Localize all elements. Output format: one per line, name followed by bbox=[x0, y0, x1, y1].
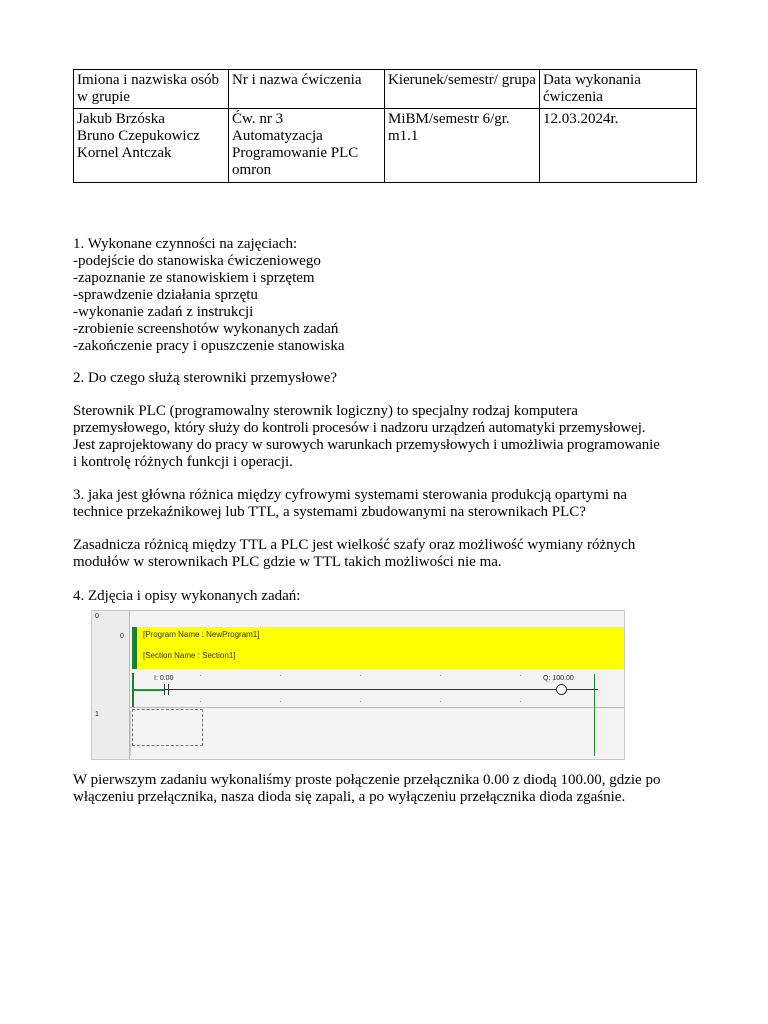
question-line: 3. jaka jest główna różnica między cyfrowymi systemami sterowania produkcją opartymi na bbox=[73, 487, 627, 503]
table-row bbox=[74, 109, 697, 183]
course-line-2: m1.1 bbox=[388, 128, 419, 144]
answer-line: Zasadnicza różnicą między TTL a PLC jest wielkość szafy oraz możliwość wymiany różnych bbox=[73, 537, 636, 553]
activities-heading: 1. Wykonane czynności na zajęciach: bbox=[73, 236, 298, 252]
contact-label: I: 0.00 bbox=[154, 675, 174, 682]
cell-date: 12.03.2024r. bbox=[540, 109, 697, 183]
selection-cursor[interactable] bbox=[132, 709, 203, 746]
rung1-guide bbox=[130, 711, 131, 756]
list-item: -zapoznanie ze stanowiskiem i sprzętem bbox=[73, 270, 315, 286]
question-line: technice przekaźnikowej lub TTL, a systemami zbudowanymi na sterownikach PLC? bbox=[73, 504, 586, 520]
section-activities bbox=[73, 236, 698, 355]
step-number: 0 bbox=[120, 633, 124, 640]
exercise-line-2: Automatyzacja bbox=[232, 128, 323, 144]
output-coil[interactable] bbox=[556, 684, 567, 695]
powered-wire bbox=[134, 689, 164, 691]
list-item: -podejście do stanowiska ćwiczeniowego bbox=[73, 253, 321, 269]
section2-answer bbox=[73, 403, 698, 471]
answer-line: Sterownik PLC (programowalny sterownik logiczny) to specjalny rodzaj komputera bbox=[73, 403, 578, 419]
contact-right-bar[interactable] bbox=[168, 684, 169, 695]
table-header-row bbox=[74, 70, 697, 109]
section4-description bbox=[73, 772, 698, 806]
answer-line: Jest zaprojektowany do pracy w surowych warunkach przemysłowych i umożliwia programowanie bbox=[73, 437, 660, 453]
rung-wire bbox=[134, 689, 598, 690]
question-2: 2. Do czego służą sterowniki przemysłowe? bbox=[73, 370, 338, 386]
info-table bbox=[73, 69, 697, 183]
coil-label: Q: 100.00 bbox=[543, 675, 574, 682]
answer-line: modułów w sterownikach PLC gdzie w TTL takich możliwości nie ma. bbox=[73, 554, 502, 570]
answer-line: i kontrolę różnych funkcji i operacji. bbox=[73, 454, 293, 470]
cell-exercise bbox=[229, 109, 385, 183]
rung-number: 0 bbox=[95, 613, 99, 620]
course-line-1: MiBM/semestr 6/gr. bbox=[388, 111, 510, 127]
section3-question bbox=[73, 487, 698, 521]
section3-answer bbox=[73, 537, 698, 571]
description-line: W pierwszym zadaniu wykonaliśmy proste połączenie przełącznika 0.00 z diodą 100.00, gdzie po bbox=[73, 772, 661, 788]
photos-heading: 4. Zdjęcia i opisy wykonanych zadań: bbox=[73, 588, 301, 604]
section4-heading bbox=[73, 588, 698, 605]
rung-1[interactable] bbox=[130, 708, 624, 759]
rung-number: 1 bbox=[95, 711, 99, 718]
right-bus-bar bbox=[594, 674, 595, 756]
contact-left-bar[interactable] bbox=[164, 684, 165, 695]
list-item: -wykonanie zadań z instrukcji bbox=[73, 304, 254, 320]
name-3: Kornel Antczak bbox=[77, 145, 172, 161]
header-date: Data wykonania ćwiczenia bbox=[540, 70, 697, 109]
name-2: Bruno Czepukowicz bbox=[77, 128, 200, 144]
exercise-line-3: Programowanie PLC bbox=[232, 145, 359, 161]
list-item: -zakończenie pracy i opuszczenie stanowiska bbox=[73, 338, 345, 354]
program-name: [Program Name : NewProgram1] bbox=[143, 630, 260, 639]
list-item: -sprawdzenie działania sprzętu bbox=[73, 287, 258, 303]
rung-gutter bbox=[92, 611, 130, 759]
description-line: włączeniu przełącznika, nasza dioda się zapali, a po wyłączeniu przełącznika dioda zgaśnie. bbox=[73, 789, 626, 805]
cell-names bbox=[74, 109, 229, 183]
section2-question bbox=[73, 370, 698, 387]
cell-course bbox=[385, 109, 540, 183]
plc-ladder-screenshot bbox=[91, 610, 625, 760]
header-exercise: Nr i nazwa ćwiczenia bbox=[229, 70, 385, 109]
header-names: Imiona i nazwiska osób w grupie bbox=[74, 70, 229, 109]
exercise-line-1: Ćw. nr 3 bbox=[232, 111, 284, 127]
answer-line: przemysłowego, który służy do kontroli procesów i nadzoru urządzeń automatyki przemysłowej. bbox=[73, 420, 646, 436]
header-course: Kierunek/semestr/ grupa bbox=[385, 70, 540, 109]
name-1: Jakub Brzóska bbox=[77, 111, 165, 127]
section-name: [Section Name : Section1] bbox=[143, 651, 236, 660]
left-bus-bar bbox=[132, 627, 137, 669]
exercise-line-4: omron bbox=[232, 162, 272, 178]
list-item: -zrobienie screenshotów wykonanych zadań bbox=[73, 321, 339, 337]
